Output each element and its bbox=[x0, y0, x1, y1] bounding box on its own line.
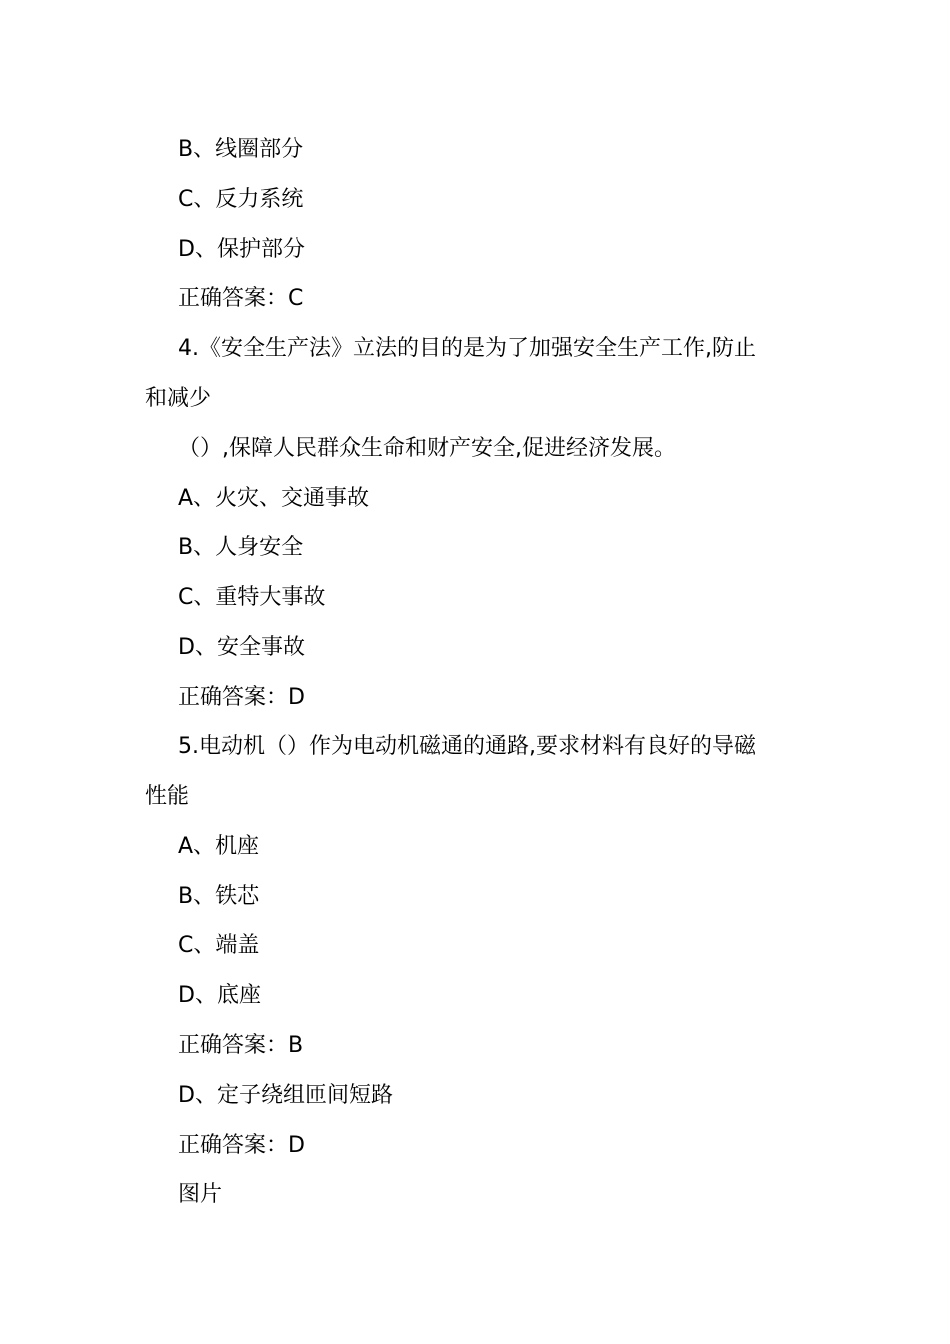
option-a-q4: A、火灾、交通事故 bbox=[178, 486, 370, 511]
image-caption: 图片 bbox=[178, 1182, 223, 1207]
option-d-q5: D、底座 bbox=[178, 983, 261, 1008]
option-c-q5: C、端盖 bbox=[178, 933, 260, 958]
answer-q5: 正确答案：B bbox=[178, 1033, 304, 1058]
option-b-q5: B、铁芯 bbox=[178, 884, 260, 909]
option-c-q3: C、反力系统 bbox=[178, 187, 304, 212]
option-b-q3: B、线圈部分 bbox=[178, 137, 304, 162]
question-4-text-blank: （）,保障人民群众生命和财产安全,促进经济发展。 bbox=[178, 436, 676, 461]
question-4-text: 4.《安全生产法》立法的目的是为了加强安全生产工作,防止 bbox=[178, 336, 756, 361]
question-5-text: 5.电动机（）作为电动机磁通的通路,要求材料有良好的导磁 bbox=[178, 734, 756, 759]
question-5-text-continued: 性能 bbox=[145, 784, 190, 809]
answer-q4: 正确答案：D bbox=[178, 685, 305, 710]
option-a-q5: A、机座 bbox=[178, 834, 260, 859]
question-4-text-continued: 和减少 bbox=[145, 386, 212, 411]
option-b-q4: B、人身安全 bbox=[178, 535, 304, 560]
option-d-extra: D、定子绕组匝间短路 bbox=[178, 1083, 393, 1108]
option-c-q4: C、重特大事故 bbox=[178, 585, 326, 610]
answer-q3: 正确答案：C bbox=[178, 286, 304, 311]
option-d-q4: D、安全事故 bbox=[178, 635, 305, 660]
answer-extra: 正确答案：D bbox=[178, 1133, 305, 1158]
option-d-q3: D、保护部分 bbox=[178, 237, 305, 262]
